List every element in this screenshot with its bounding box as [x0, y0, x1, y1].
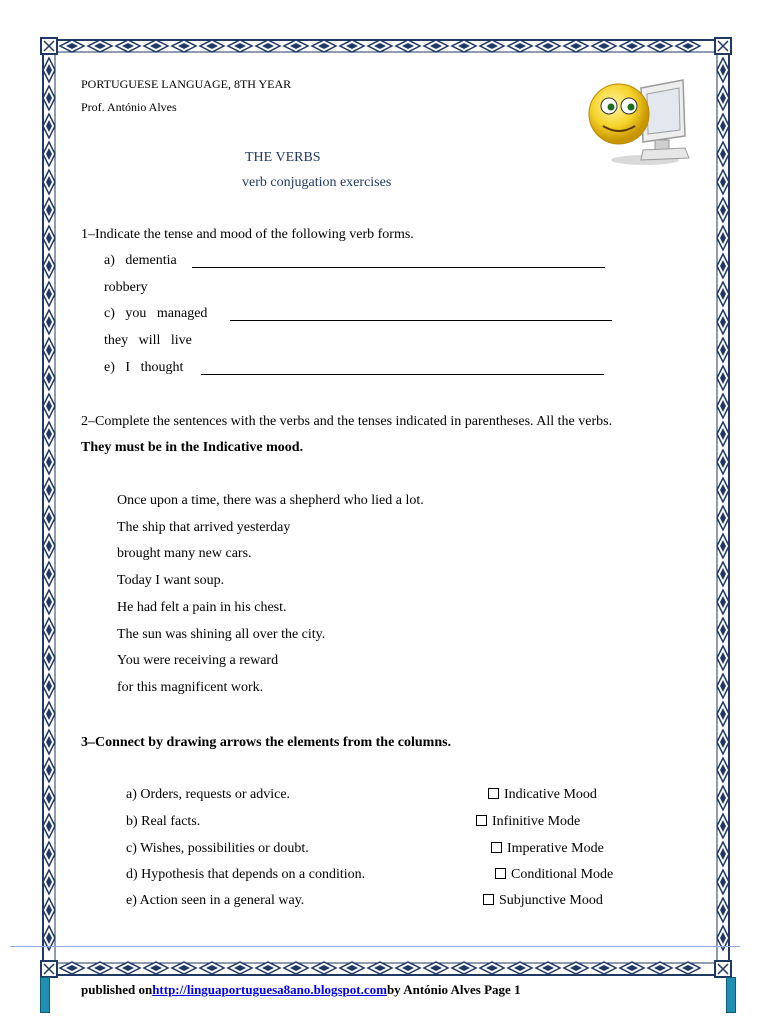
footer-suffix: by António Alves Page 1	[386, 982, 521, 997]
item-word: live	[170, 333, 192, 348]
page-subtitle: verb conjugation exercises	[242, 175, 392, 190]
right-column-item	[491, 841, 604, 857]
item-word: managed	[156, 306, 208, 321]
item-word: you	[125, 306, 147, 321]
right-column-item	[495, 867, 613, 883]
sentence: You were receiving a reward	[117, 653, 279, 668]
blog-link[interactable]: http://linguaportuguesa8ano.blogspot.com	[152, 982, 387, 997]
sentence: Once upon a time, there was a shepherd who lied a lot.	[117, 493, 424, 508]
smiley-computer-icon	[585, 76, 697, 168]
item-word: will	[138, 333, 161, 348]
left-column-item: a) Orders, requests or advice.	[126, 787, 291, 802]
item-letter: a)	[104, 253, 115, 268]
item-letter: e)	[104, 360, 115, 375]
left-column-item: e) Action seen in a general way.	[126, 893, 305, 908]
answer-blank-a[interactable]	[192, 255, 605, 268]
footer-bar-left	[40, 977, 50, 1013]
sentence: The ship that arrived yesterday	[117, 520, 291, 535]
checkbox-icon[interactable]	[476, 815, 487, 826]
course-header: PORTUGUESE LANGUAGE, 8TH YEAR	[81, 77, 292, 91]
footer-text	[81, 982, 521, 998]
page-title: THE VERBS	[245, 150, 321, 165]
exercise1-item-e	[104, 360, 183, 376]
exercise2-instruction: 2–Complete the sentences with the verbs and the tenses indicated in parentheses. All the verbs.	[81, 414, 613, 429]
checkbox-icon[interactable]	[491, 842, 502, 853]
footer-bar-right	[726, 977, 736, 1013]
footer-divider	[10, 946, 740, 947]
item-word: thought	[140, 360, 184, 375]
right-item-label: Imperative Mode	[507, 841, 604, 856]
answer-blank-c[interactable]	[230, 308, 612, 321]
exercise1-item-c	[104, 306, 207, 322]
right-column-item	[488, 787, 597, 803]
footer-prefix: published on	[81, 982, 153, 997]
right-item-label: Subjunctive Mood	[499, 893, 603, 908]
exercise1-item-d	[104, 333, 192, 349]
checkbox-icon[interactable]	[495, 868, 506, 879]
sentence: brought many new cars.	[117, 546, 252, 561]
sentence: Today I want soup.	[117, 573, 225, 588]
right-item-label: Indicative Mood	[504, 787, 597, 802]
checkbox-icon[interactable]	[488, 788, 499, 799]
checkbox-icon[interactable]	[483, 894, 494, 905]
right-item-label: Infinitive Mode	[492, 814, 581, 829]
right-column-item	[476, 814, 580, 830]
exercise1-item-b	[104, 280, 148, 296]
teacher-name: Prof. António Alves	[81, 100, 177, 114]
sentence: for this magnificent work.	[117, 680, 264, 695]
item-letter: c)	[104, 306, 115, 321]
left-column-item: c) Wishes, possibilities or doubt.	[126, 841, 309, 856]
exercise1-item-a	[104, 253, 184, 269]
item-word: robbery	[104, 280, 148, 295]
right-column-item	[483, 893, 603, 909]
item-word: dementia	[125, 253, 177, 268]
answer-blank-e[interactable]	[201, 362, 604, 375]
item-word: they	[104, 333, 129, 348]
exercise2-instruction-bold: They must be in the Indicative mood.	[81, 440, 304, 455]
left-column-item: d) Hypothesis that depends on a condition.	[126, 867, 366, 882]
exercise1-instruction: 1–Indicate the tense and mood of the following verb forms.	[81, 227, 414, 242]
sentence: He had felt a pain in his chest.	[117, 600, 287, 615]
left-column-item: b) Real facts.	[126, 814, 201, 829]
exercise3-instruction: 3–Connect by drawing arrows the elements from the columns.	[81, 735, 452, 750]
right-item-label: Conditional Mode	[511, 867, 614, 882]
item-word: I	[125, 360, 131, 375]
sentence: The sun was shining all over the city.	[117, 627, 326, 642]
